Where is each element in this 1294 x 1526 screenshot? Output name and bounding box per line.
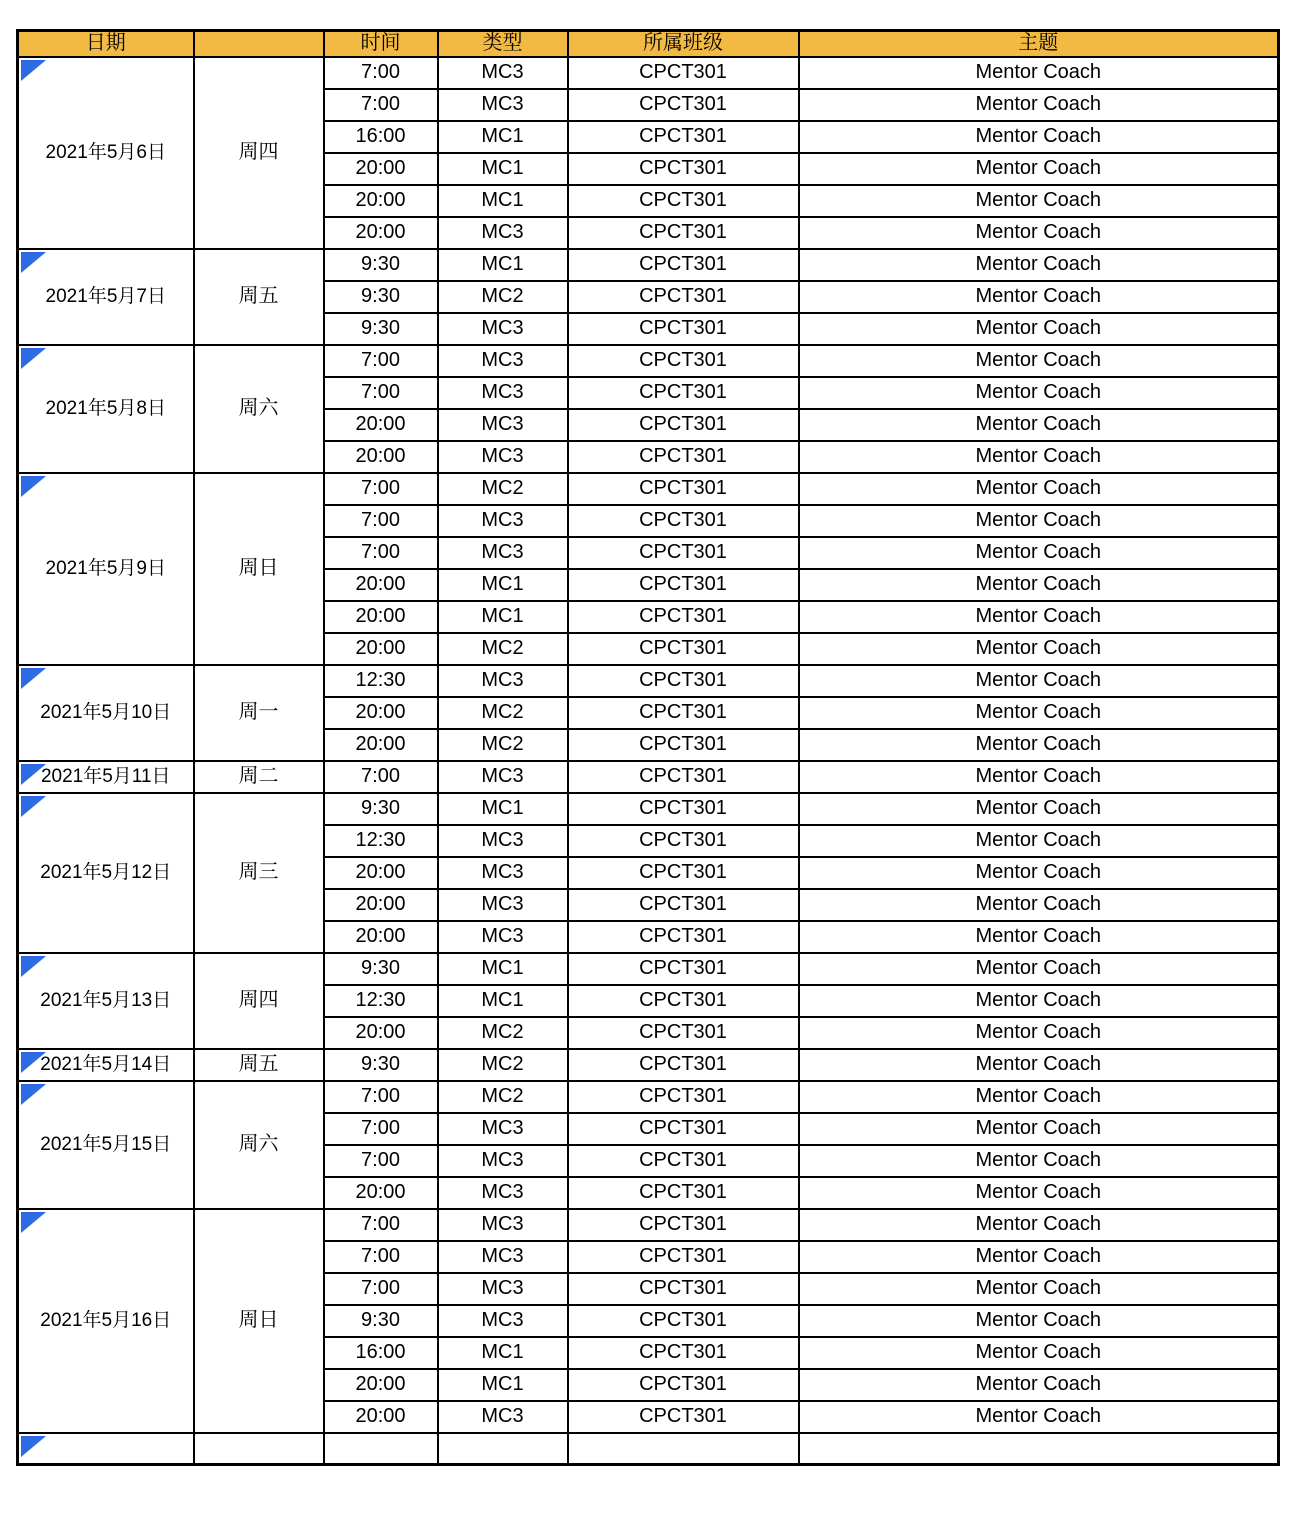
- type-cell[interactable]: MC3: [438, 313, 568, 345]
- topic-cell[interactable]: Mentor Coach: [799, 409, 1279, 441]
- date-label: 2021年5月12日: [40, 861, 172, 883]
- date-label: 2021年5月13日: [40, 989, 172, 1011]
- time-cell[interactable]: 20:00: [324, 729, 438, 761]
- class-cell[interactable]: CPCT301: [568, 57, 799, 89]
- topic-cell[interactable]: Mentor Coach: [799, 1369, 1279, 1401]
- type-cell[interactable]: MC3: [438, 1305, 568, 1337]
- cell-flag-triangle-icon: [21, 956, 46, 977]
- topic-cell[interactable]: Mentor Coach: [799, 1273, 1279, 1305]
- class-cell[interactable]: CPCT301: [568, 601, 799, 633]
- type-cell[interactable]: MC3: [438, 89, 568, 121]
- header-time[interactable]: 时间: [324, 31, 438, 57]
- table-row: [18, 57, 1279, 89]
- topic-cell[interactable]: Mentor Coach: [799, 1081, 1279, 1113]
- topic-cell[interactable]: Mentor Coach: [799, 889, 1279, 921]
- class-cell[interactable]: CPCT301: [568, 1305, 799, 1337]
- table-row: [18, 761, 1279, 793]
- class-cell[interactable]: CPCT301: [568, 985, 799, 1017]
- schedule-table: [16, 29, 1280, 1466]
- class-cell[interactable]: CPCT301: [568, 1241, 799, 1273]
- topic-cell[interactable]: Mentor Coach: [799, 185, 1279, 217]
- class-cell[interactable]: CPCT301: [568, 665, 799, 697]
- cell-flag-triangle-icon: [21, 796, 46, 817]
- time-cell[interactable]: 9:30: [324, 1305, 438, 1337]
- type-cell[interactable]: MC1: [438, 153, 568, 185]
- topic-cell[interactable]: Mentor Coach: [799, 537, 1279, 569]
- date-label: 2021年5月16日: [40, 1309, 172, 1331]
- date-cell[interactable]: [18, 57, 194, 249]
- time-cell[interactable]: 20:00: [324, 1369, 438, 1401]
- weekday-cell[interactable]: 周日: [194, 473, 324, 665]
- type-cell[interactable]: MC3: [438, 1241, 568, 1273]
- class-cell[interactable]: CPCT301: [568, 377, 799, 409]
- type-cell[interactable]: MC1: [438, 1337, 568, 1369]
- topic-cell[interactable]: Mentor Coach: [799, 281, 1279, 313]
- topic-cell[interactable]: Mentor Coach: [799, 249, 1279, 281]
- date-cell[interactable]: [18, 1433, 194, 1465]
- topic-cell[interactable]: Mentor Coach: [799, 857, 1279, 889]
- topic-cell[interactable]: Mentor Coach: [799, 729, 1279, 761]
- weekday-cell[interactable]: [194, 1433, 324, 1465]
- type-cell[interactable]: MC2: [438, 473, 568, 505]
- type-cell[interactable]: MC2: [438, 729, 568, 761]
- topic-cell[interactable]: Mentor Coach: [799, 441, 1279, 473]
- date-cell[interactable]: [18, 1049, 194, 1081]
- time-cell[interactable]: 20:00: [324, 921, 438, 953]
- table-row: [18, 345, 1279, 377]
- type-cell[interactable]: MC3: [438, 665, 568, 697]
- class-cell[interactable]: CPCT301: [568, 1113, 799, 1145]
- table-row: [18, 1081, 1279, 1113]
- type-cell[interactable]: MC1: [438, 953, 568, 985]
- time-cell[interactable]: 7:00: [324, 1113, 438, 1145]
- type-cell[interactable]: MC2: [438, 697, 568, 729]
- class-cell[interactable]: CPCT301: [568, 313, 799, 345]
- class-cell[interactable]: CPCT301: [568, 697, 799, 729]
- weekday-cell[interactable]: 周五: [194, 1049, 324, 1081]
- topic-cell[interactable]: Mentor Coach: [799, 1241, 1279, 1273]
- type-cell[interactable]: MC2: [438, 1049, 568, 1081]
- topic-cell[interactable]: Mentor Coach: [799, 57, 1279, 89]
- topic-cell[interactable]: Mentor Coach: [799, 153, 1279, 185]
- time-cell[interactable]: 9:30: [324, 793, 438, 825]
- type-cell[interactable]: MC3: [438, 1113, 568, 1145]
- class-cell[interactable]: CPCT301: [568, 537, 799, 569]
- class-cell[interactable]: CPCT301: [568, 1081, 799, 1113]
- time-cell[interactable]: 7:00: [324, 57, 438, 89]
- date-cell[interactable]: [18, 473, 194, 665]
- time-cell[interactable]: 20:00: [324, 697, 438, 729]
- class-cell[interactable]: CPCT301: [568, 857, 799, 889]
- type-cell[interactable]: MC3: [438, 57, 568, 89]
- topic-cell[interactable]: Mentor Coach: [799, 985, 1279, 1017]
- time-cell[interactable]: 9:30: [324, 313, 438, 345]
- header-topic[interactable]: 主题: [799, 31, 1279, 57]
- table-row: [18, 793, 1279, 825]
- type-cell[interactable]: MC3: [438, 889, 568, 921]
- weekday-cell[interactable]: 周五: [194, 249, 324, 345]
- type-cell[interactable]: MC2: [438, 633, 568, 665]
- time-cell[interactable]: 7:00: [324, 1145, 438, 1177]
- time-cell[interactable]: 9:30: [324, 1049, 438, 1081]
- type-cell[interactable]: MC3: [438, 1177, 568, 1209]
- cell-flag-triangle-icon: [21, 252, 46, 273]
- class-cell[interactable]: CPCT301: [568, 409, 799, 441]
- table-row: [18, 953, 1279, 985]
- topic-cell[interactable]: Mentor Coach: [799, 345, 1279, 377]
- type-cell[interactable]: MC3: [438, 441, 568, 473]
- weekday-cell[interactable]: 周四: [194, 953, 324, 1049]
- topic-cell[interactable]: [799, 1433, 1279, 1465]
- type-cell[interactable]: MC3: [438, 217, 568, 249]
- weekday-cell[interactable]: 周六: [194, 345, 324, 473]
- class-cell[interactable]: CPCT301: [568, 825, 799, 857]
- class-cell[interactable]: CPCT301: [568, 1177, 799, 1209]
- class-cell[interactable]: CPCT301: [568, 569, 799, 601]
- type-cell[interactable]: MC3: [438, 409, 568, 441]
- time-cell[interactable]: 7:00: [324, 89, 438, 121]
- cell-flag-triangle-icon: [21, 476, 46, 497]
- topic-cell[interactable]: Mentor Coach: [799, 1017, 1279, 1049]
- topic-cell[interactable]: Mentor Coach: [799, 377, 1279, 409]
- time-cell[interactable]: 12:30: [324, 985, 438, 1017]
- topic-cell[interactable]: Mentor Coach: [799, 953, 1279, 985]
- time-cell[interactable]: 20:00: [324, 153, 438, 185]
- time-cell[interactable]: 7:00: [324, 377, 438, 409]
- table-row: [18, 1433, 1279, 1465]
- class-cell[interactable]: CPCT301: [568, 1017, 799, 1049]
- type-cell[interactable]: MC3: [438, 377, 568, 409]
- time-cell[interactable]: 16:00: [324, 121, 438, 153]
- weekday-cell[interactable]: 周三: [194, 793, 324, 953]
- cell-flag-triangle-icon: [21, 1084, 46, 1105]
- class-cell[interactable]: CPCT301: [568, 921, 799, 953]
- class-cell[interactable]: CPCT301: [568, 153, 799, 185]
- topic-cell[interactable]: Mentor Coach: [799, 665, 1279, 697]
- type-cell[interactable]: MC1: [438, 569, 568, 601]
- date-cell[interactable]: [18, 761, 194, 793]
- topic-cell[interactable]: Mentor Coach: [799, 1177, 1279, 1209]
- type-cell[interactable]: MC3: [438, 345, 568, 377]
- date-cell[interactable]: [18, 249, 194, 345]
- type-cell[interactable]: MC2: [438, 1081, 568, 1113]
- topic-cell[interactable]: Mentor Coach: [799, 1209, 1279, 1241]
- time-cell[interactable]: 20:00: [324, 441, 438, 473]
- class-cell[interactable]: CPCT301: [568, 89, 799, 121]
- time-cell[interactable]: 7:00: [324, 1081, 438, 1113]
- weekday-cell[interactable]: 周二: [194, 761, 324, 793]
- type-cell[interactable]: MC3: [438, 1145, 568, 1177]
- class-cell[interactable]: [568, 1433, 799, 1465]
- time-cell[interactable]: 9:30: [324, 953, 438, 985]
- class-cell[interactable]: CPCT301: [568, 281, 799, 313]
- type-cell[interactable]: MC1: [438, 1369, 568, 1401]
- class-cell[interactable]: CPCT301: [568, 473, 799, 505]
- time-cell[interactable]: 7:00: [324, 537, 438, 569]
- time-cell[interactable]: 16:00: [324, 1337, 438, 1369]
- time-cell[interactable]: 7:00: [324, 761, 438, 793]
- type-cell[interactable]: MC2: [438, 281, 568, 313]
- time-cell[interactable]: 7:00: [324, 505, 438, 537]
- type-cell[interactable]: MC2: [438, 1017, 568, 1049]
- cell-flag-triangle-icon: [21, 668, 46, 689]
- topic-cell[interactable]: Mentor Coach: [799, 121, 1279, 153]
- cell-flag-triangle-icon: [21, 1436, 46, 1457]
- topic-cell[interactable]: Mentor Coach: [799, 825, 1279, 857]
- type-cell[interactable]: MC3: [438, 825, 568, 857]
- time-cell[interactable]: 20:00: [324, 1401, 438, 1433]
- topic-cell[interactable]: Mentor Coach: [799, 1145, 1279, 1177]
- date-cell[interactable]: [18, 953, 194, 1049]
- date-cell[interactable]: [18, 345, 194, 473]
- class-cell[interactable]: CPCT301: [568, 1145, 799, 1177]
- table-row: [18, 473, 1279, 505]
- table-row: [18, 1209, 1279, 1241]
- type-cell[interactable]: MC3: [438, 1273, 568, 1305]
- cell-flag-triangle-icon: [21, 60, 46, 81]
- topic-cell[interactable]: Mentor Coach: [799, 633, 1279, 665]
- time-cell[interactable]: 20:00: [324, 1177, 438, 1209]
- cell-flag-triangle-icon: [21, 348, 46, 369]
- topic-cell[interactable]: Mentor Coach: [799, 1113, 1279, 1145]
- date-cell[interactable]: [18, 665, 194, 761]
- weekday-cell[interactable]: 周一: [194, 665, 324, 761]
- type-cell[interactable]: MC3: [438, 761, 568, 793]
- topic-cell[interactable]: Mentor Coach: [799, 921, 1279, 953]
- class-cell[interactable]: CPCT301: [568, 1369, 799, 1401]
- weekday-cell[interactable]: 周六: [194, 1081, 324, 1209]
- class-cell[interactable]: CPCT301: [568, 345, 799, 377]
- header-row: [18, 31, 1279, 57]
- date-label: 2021年5月9日: [45, 557, 166, 579]
- class-cell[interactable]: CPCT301: [568, 1049, 799, 1081]
- time-cell[interactable]: 12:30: [324, 825, 438, 857]
- class-cell[interactable]: CPCT301: [568, 633, 799, 665]
- type-cell[interactable]: MC1: [438, 185, 568, 217]
- date-label: 2021年5月8日: [45, 397, 166, 419]
- topic-cell[interactable]: Mentor Coach: [799, 793, 1279, 825]
- type-cell[interactable]: MC1: [438, 121, 568, 153]
- class-cell[interactable]: CPCT301: [568, 1401, 799, 1433]
- type-cell[interactable]: MC1: [438, 601, 568, 633]
- table-row: [18, 249, 1279, 281]
- table-row: [18, 665, 1279, 697]
- time-cell[interactable]: 9:30: [324, 281, 438, 313]
- time-cell[interactable]: 20:00: [324, 1017, 438, 1049]
- topic-cell[interactable]: Mentor Coach: [799, 601, 1279, 633]
- time-cell[interactable]: 20:00: [324, 889, 438, 921]
- table-row: [18, 1049, 1279, 1081]
- header-type[interactable]: 类型: [438, 31, 568, 57]
- class-cell[interactable]: CPCT301: [568, 441, 799, 473]
- class-cell[interactable]: CPCT301: [568, 793, 799, 825]
- date-label: 2021年5月14日: [40, 1053, 172, 1075]
- topic-cell[interactable]: Mentor Coach: [799, 1049, 1279, 1081]
- topic-cell[interactable]: Mentor Coach: [799, 1337, 1279, 1369]
- date-label: 2021年5月10日: [40, 701, 172, 723]
- time-cell[interactable]: 20:00: [324, 857, 438, 889]
- topic-cell[interactable]: Mentor Coach: [799, 761, 1279, 793]
- time-cell[interactable]: 9:30: [324, 249, 438, 281]
- type-cell[interactable]: MC3: [438, 505, 568, 537]
- date-label: 2021年5月11日: [40, 765, 171, 787]
- weekday-cell[interactable]: 周四: [194, 57, 324, 249]
- time-cell[interactable]: 7:00: [324, 1209, 438, 1241]
- time-cell[interactable]: 20:00: [324, 569, 438, 601]
- time-cell[interactable]: [324, 1433, 438, 1465]
- type-cell[interactable]: MC3: [438, 1401, 568, 1433]
- class-cell[interactable]: CPCT301: [568, 953, 799, 985]
- date-label: 2021年5月6日: [45, 141, 166, 163]
- date-label: 2021年5月15日: [40, 1133, 172, 1155]
- class-cell[interactable]: CPCT301: [568, 1337, 799, 1369]
- class-cell[interactable]: CPCT301: [568, 505, 799, 537]
- header-class[interactable]: 所属班级: [568, 31, 799, 57]
- class-cell[interactable]: CPCT301: [568, 1209, 799, 1241]
- time-cell[interactable]: 20:00: [324, 633, 438, 665]
- topic-cell[interactable]: Mentor Coach: [799, 217, 1279, 249]
- class-cell[interactable]: CPCT301: [568, 121, 799, 153]
- type-cell[interactable]: MC1: [438, 985, 568, 1017]
- topic-cell[interactable]: Mentor Coach: [799, 569, 1279, 601]
- time-cell[interactable]: 20:00: [324, 601, 438, 633]
- time-cell[interactable]: 7:00: [324, 345, 438, 377]
- header-weekday[interactable]: [194, 31, 324, 57]
- type-cell[interactable]: MC3: [438, 857, 568, 889]
- topic-cell[interactable]: Mentor Coach: [799, 1401, 1279, 1433]
- class-cell[interactable]: CPCT301: [568, 729, 799, 761]
- date-cell[interactable]: [18, 1081, 194, 1209]
- topic-cell[interactable]: Mentor Coach: [799, 1305, 1279, 1337]
- type-cell[interactable]: MC1: [438, 249, 568, 281]
- topic-cell[interactable]: Mentor Coach: [799, 505, 1279, 537]
- weekday-cell[interactable]: 周日: [194, 1209, 324, 1433]
- class-cell[interactable]: CPCT301: [568, 217, 799, 249]
- topic-cell[interactable]: Mentor Coach: [799, 313, 1279, 345]
- class-cell[interactable]: CPCT301: [568, 185, 799, 217]
- time-cell[interactable]: 7:00: [324, 1273, 438, 1305]
- type-cell[interactable]: MC3: [438, 921, 568, 953]
- topic-cell[interactable]: Mentor Coach: [799, 89, 1279, 121]
- time-cell[interactable]: 20:00: [324, 185, 438, 217]
- date-cell[interactable]: [18, 1209, 194, 1433]
- type-cell[interactable]: MC3: [438, 537, 568, 569]
- time-cell[interactable]: 7:00: [324, 1241, 438, 1273]
- class-cell[interactable]: CPCT301: [568, 1273, 799, 1305]
- type-cell[interactable]: MC3: [438, 1209, 568, 1241]
- class-cell[interactable]: CPCT301: [568, 889, 799, 921]
- time-cell[interactable]: 12:30: [324, 665, 438, 697]
- cell-flag-triangle-icon: [21, 1212, 46, 1233]
- topic-cell[interactable]: Mentor Coach: [799, 697, 1279, 729]
- time-cell[interactable]: 20:00: [324, 217, 438, 249]
- date-cell[interactable]: [18, 793, 194, 953]
- topic-cell[interactable]: Mentor Coach: [799, 473, 1279, 505]
- class-cell[interactable]: CPCT301: [568, 249, 799, 281]
- header-date[interactable]: 日期: [18, 31, 194, 57]
- time-cell[interactable]: 7:00: [324, 473, 438, 505]
- time-cell[interactable]: 20:00: [324, 409, 438, 441]
- class-cell[interactable]: CPCT301: [568, 761, 799, 793]
- type-cell[interactable]: MC1: [438, 793, 568, 825]
- type-cell[interactable]: [438, 1433, 568, 1465]
- date-label: 2021年5月7日: [45, 285, 166, 307]
